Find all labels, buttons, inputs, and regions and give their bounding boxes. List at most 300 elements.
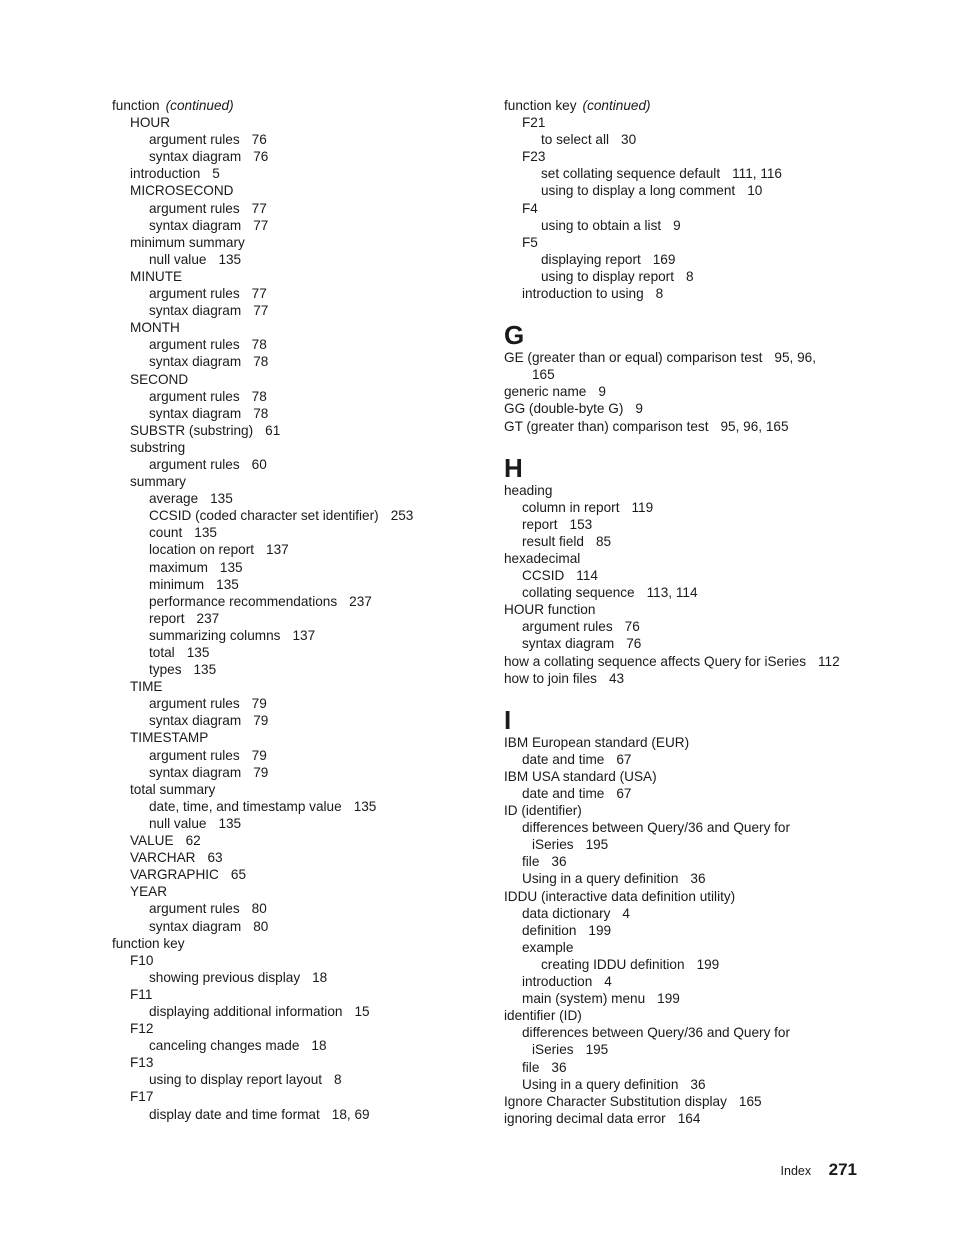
- index-entry: [504, 768, 884, 785]
- entry-term: IBM European standard (EUR): [504, 734, 690, 750]
- index-entry: [112, 986, 482, 1003]
- index-entry: [504, 182, 884, 199]
- page-reference: 79: [251, 696, 267, 712]
- index-entry: [504, 601, 884, 618]
- index-entry: [112, 729, 482, 746]
- page-reference: 9: [635, 401, 643, 417]
- entry-term: differences between Query/36 and Query for: [522, 820, 791, 836]
- entry-term: argument rules: [149, 132, 240, 148]
- index-entry: [504, 366, 884, 383]
- index-entry: [112, 97, 482, 114]
- index-entry: [504, 1110, 884, 1127]
- entry-term: syntax diagram: [149, 713, 242, 729]
- entry-term: SUBSTR (substring): [130, 422, 254, 438]
- page-reference: 135: [210, 491, 233, 507]
- page-reference: 15: [354, 1003, 370, 1019]
- entry-term: TIMESTAMP: [130, 730, 209, 746]
- page-reference: 237: [196, 610, 220, 626]
- page-reference: 4: [604, 974, 612, 990]
- index-entry: [112, 1106, 482, 1123]
- entry-term: syntax diagram: [149, 918, 242, 934]
- page-reference: 79: [253, 713, 269, 729]
- entry-term: displaying additional information: [149, 1003, 343, 1019]
- entry-term: syntax diagram: [149, 354, 242, 370]
- index-entry: [112, 747, 482, 764]
- entry-term: F23: [522, 149, 546, 165]
- entry-term: function key: [504, 98, 577, 113]
- index-entry: [504, 285, 884, 302]
- entry-term: display date and time format: [149, 1106, 320, 1122]
- page-reference: 10: [747, 183, 763, 199]
- entry-term: iSeries: [532, 1042, 574, 1058]
- entry-term: total summary: [130, 781, 216, 797]
- page-reference: 9: [673, 217, 681, 233]
- entry-term: syntax diagram: [149, 217, 242, 233]
- page-reference: 135: [353, 798, 377, 814]
- entry-term: VALUE: [130, 833, 174, 849]
- entry-term: count: [149, 525, 183, 541]
- page-reference: 18: [311, 1038, 327, 1054]
- entry-term: null value: [149, 251, 207, 267]
- page-reference: 135: [216, 576, 239, 592]
- page-reference: 8: [334, 1072, 342, 1088]
- entry-term: total: [149, 645, 175, 660]
- index-entry: [112, 200, 482, 217]
- entry-term: IDDU (interactive data definition utility): [504, 888, 736, 904]
- index-entry: [504, 922, 884, 939]
- entry-term: ignoring decimal data error: [504, 1110, 666, 1126]
- entry-term: argument rules: [522, 619, 613, 635]
- entry-term: argument rules: [149, 747, 240, 763]
- page-reference: 135: [186, 645, 210, 660]
- page-reference: 195: [585, 1042, 609, 1058]
- index-entry: [112, 302, 482, 319]
- page-reference: 18, 69: [331, 1106, 370, 1122]
- entry-term: argument rules: [149, 456, 240, 472]
- index-entry: [112, 268, 482, 285]
- index-entry: [504, 1024, 884, 1041]
- entry-term: average: [149, 491, 199, 507]
- entry-term: hexadecimal: [504, 550, 581, 566]
- entry-term: IBM USA standard (USA): [504, 768, 657, 784]
- index-entry: [112, 678, 482, 695]
- entry-term: summary: [130, 474, 186, 490]
- index-entry: [112, 1088, 482, 1105]
- page-reference: 119: [631, 499, 654, 515]
- entry-term: argument rules: [149, 337, 240, 353]
- entry-term: introduction to using: [522, 286, 644, 302]
- page-reference: 80: [251, 901, 267, 917]
- index-entry: [112, 405, 482, 422]
- entry-term: date, time, and timestamp value: [149, 798, 342, 814]
- index-entry: [504, 888, 884, 905]
- index-entry: [112, 781, 482, 798]
- index-entry: [504, 482, 884, 499]
- entry-term: minimum: [149, 576, 205, 592]
- index-entry: [112, 148, 482, 165]
- index-entry: [112, 251, 482, 268]
- entry-term: 165: [532, 367, 555, 383]
- index-entry: [112, 131, 482, 148]
- index-entry: [504, 1093, 884, 1110]
- page-reference: 199: [657, 991, 680, 1007]
- entry-term: argument rules: [149, 388, 240, 404]
- index-entry: [504, 349, 884, 366]
- entry-term: types: [149, 662, 182, 678]
- index-entry: [112, 217, 482, 234]
- page-reference: 135: [219, 559, 243, 575]
- index-entry: [504, 1007, 884, 1024]
- entry-term: syntax diagram: [522, 636, 615, 652]
- index-column-left: [112, 97, 482, 1123]
- page-reference: 135: [218, 251, 242, 267]
- index-entry: [504, 131, 884, 148]
- page-reference: 253: [390, 508, 414, 524]
- entry-term: function: [112, 98, 160, 113]
- index-entry: [112, 627, 482, 644]
- index-entry: [504, 499, 884, 516]
- page-number: 271: [828, 1160, 857, 1179]
- section-letter-heading: I: [504, 704, 512, 735]
- index-entry: [112, 336, 482, 353]
- index-entry: [112, 507, 482, 524]
- index-entry: [504, 973, 884, 990]
- entry-term: date and time: [522, 751, 605, 767]
- page-reference: 5: [212, 166, 220, 182]
- index-entry: [504, 533, 884, 550]
- index-entry: [112, 918, 482, 935]
- entry-term: CCSID (coded character set identifier): [149, 508, 379, 524]
- page-reference: 78: [253, 354, 269, 370]
- index-entry: [112, 900, 482, 917]
- page-reference: 78: [251, 337, 267, 353]
- entry-term: substring: [130, 439, 186, 455]
- index-entry: [112, 1020, 482, 1037]
- page-reference: 80: [253, 918, 269, 934]
- page-reference: 36: [551, 1059, 567, 1075]
- page-reference: 169: [652, 251, 676, 267]
- entry-term: main (system) menu: [522, 991, 646, 1007]
- index-column-right: [504, 97, 884, 1127]
- entry-term: CCSID: [522, 568, 565, 584]
- index-entry: [504, 383, 884, 400]
- entry-term: F21: [522, 115, 546, 131]
- page-reference: 36: [690, 1076, 706, 1092]
- index-entry: [504, 990, 884, 1007]
- entry-term: function key: [112, 935, 185, 951]
- entry-term: canceling changes made: [149, 1038, 300, 1054]
- index-entry: [112, 969, 482, 986]
- page-reference: 135: [193, 662, 217, 678]
- index-entry: [504, 853, 884, 870]
- index-entry: [112, 319, 482, 336]
- continued-label: (continued): [165, 98, 234, 113]
- index-entry: [112, 952, 482, 969]
- index-entry: [504, 400, 884, 417]
- index-entry: [112, 815, 482, 832]
- entry-term: displaying report: [541, 251, 641, 267]
- page-reference: 65: [230, 867, 247, 883]
- index-entry: [504, 618, 884, 635]
- entry-term: syntax diagram: [149, 149, 242, 165]
- index-entry: [112, 712, 482, 729]
- page-reference: 153: [569, 516, 593, 532]
- entry-term: syntax diagram: [149, 405, 242, 421]
- index-entry: [112, 644, 482, 661]
- page-footer: [781, 1160, 857, 1180]
- entry-term: GT (greater than) comparison test: [504, 418, 709, 434]
- index-entry: [504, 635, 884, 652]
- entry-term: differences between Query/36 and Query for: [522, 1025, 791, 1041]
- index-entry: [112, 524, 482, 541]
- continued-label: (continued): [582, 98, 651, 113]
- entry-term: generic name: [504, 384, 587, 400]
- index-entry: [504, 785, 884, 802]
- entry-term: how to join files: [504, 670, 597, 686]
- index-entry: [112, 541, 482, 558]
- entry-term: identifier (ID): [504, 1008, 582, 1024]
- entry-term: argument rules: [149, 901, 240, 917]
- entry-term: definition: [522, 922, 577, 938]
- page-reference: 137: [266, 542, 289, 558]
- index-entry: [112, 935, 482, 952]
- entry-term: syntax diagram: [149, 764, 242, 780]
- index-entry: [112, 422, 482, 439]
- entry-term: using to display report layout: [149, 1072, 323, 1088]
- entry-term: column in report: [522, 499, 620, 515]
- index-entry: [504, 734, 884, 751]
- index-entry: [504, 251, 884, 268]
- page-reference: 111, 116: [732, 166, 782, 182]
- page-reference: 164: [677, 1110, 701, 1126]
- index-entry: [112, 593, 482, 610]
- index-entry: [504, 148, 884, 165]
- page-reference: 77: [253, 303, 269, 319]
- page-reference: 60: [251, 456, 267, 472]
- page-reference: 77: [251, 286, 267, 302]
- entry-term: data dictionary: [522, 905, 611, 921]
- index-entry: [112, 832, 482, 849]
- entry-term: creating IDDU definition: [541, 956, 685, 972]
- entry-term: set collating sequence default: [541, 166, 721, 182]
- page-reference: 95, 96,: [774, 350, 816, 366]
- entry-term: GG (double-byte G): [504, 401, 624, 417]
- entry-term: using to obtain a list: [541, 217, 662, 233]
- page-reference: 4: [622, 905, 630, 921]
- index-entry: [112, 1003, 482, 1020]
- index-entry: [112, 849, 482, 866]
- index-entry: [112, 490, 482, 507]
- page-reference: 165: [738, 1093, 762, 1109]
- page-reference: 9: [598, 384, 606, 400]
- index-entry: [112, 1037, 482, 1054]
- entry-term: syntax diagram: [149, 303, 242, 319]
- entry-term: F5: [522, 234, 538, 250]
- section-letter-heading: H: [504, 452, 523, 483]
- index-entry: [112, 764, 482, 781]
- index-entry: [504, 200, 884, 217]
- index-entry: [504, 1041, 884, 1058]
- entry-term: ID (identifier): [504, 803, 582, 819]
- page-reference: 137: [292, 627, 316, 643]
- entry-term: F4: [522, 200, 538, 216]
- page-reference: 43: [608, 670, 625, 686]
- entry-term: using to display a long comment: [541, 183, 736, 199]
- index-entry: [504, 1076, 884, 1093]
- page-reference: 199: [588, 922, 612, 938]
- entry-term: MONTH: [130, 320, 180, 336]
- index-entry: [504, 802, 884, 819]
- page-reference: 77: [253, 217, 269, 233]
- index-entry: [504, 584, 884, 601]
- index-entry: [504, 653, 884, 670]
- entry-term: performance recommendations: [149, 593, 338, 609]
- index-entry: [112, 883, 482, 900]
- page-reference: 30: [621, 132, 637, 148]
- entry-term: GE (greater than or equal) comparison test: [504, 350, 763, 366]
- page-reference: 78: [253, 405, 269, 421]
- entry-term: iSeries: [532, 837, 574, 853]
- entry-term: F17: [130, 1089, 154, 1105]
- index-entry: [504, 670, 884, 687]
- page-reference: 8: [686, 268, 694, 284]
- entry-term: HOUR function: [504, 602, 596, 618]
- index-entry: [112, 371, 482, 388]
- index-entry: [112, 285, 482, 302]
- page-reference: 67: [616, 751, 632, 767]
- index-entry: [112, 165, 482, 182]
- entry-term: how a collating sequence affects Query for iSeries: [504, 653, 806, 669]
- page-reference: 79: [253, 764, 269, 780]
- index-entry: [504, 1059, 884, 1076]
- index-entry: [112, 576, 482, 593]
- entry-term: SECOND: [130, 371, 189, 387]
- entry-term: date and time: [522, 786, 605, 801]
- page-reference: 76: [626, 636, 642, 652]
- index-entry: [504, 234, 884, 251]
- index-entry: [112, 695, 482, 712]
- entry-term: HOUR: [130, 115, 171, 131]
- index-entry: [504, 836, 884, 853]
- entry-term: VARCHAR: [130, 850, 196, 866]
- entry-term: F12: [130, 1021, 154, 1037]
- entry-term: F10: [130, 952, 154, 968]
- entry-term: null value: [149, 815, 207, 831]
- index-entry: [504, 516, 884, 533]
- page-reference: 18: [312, 969, 328, 985]
- index-entry: [504, 97, 884, 114]
- page-reference: 76: [624, 619, 640, 635]
- entry-term: YEAR: [130, 884, 168, 900]
- entry-term: report: [149, 610, 185, 626]
- index-entry: [112, 388, 482, 405]
- index-entry: [504, 114, 884, 131]
- index-entry: [112, 798, 482, 815]
- index-entry: [504, 567, 884, 584]
- page-reference: 62: [185, 833, 201, 849]
- index-entry: [504, 939, 884, 956]
- index-entry: [112, 1071, 482, 1088]
- page-reference: 36: [551, 854, 567, 870]
- index-entry: [504, 268, 884, 285]
- page-reference: 112: [818, 653, 840, 669]
- index-entry: [504, 956, 884, 973]
- page-reference: 85: [595, 533, 612, 549]
- index-entry: [112, 1054, 482, 1071]
- entry-term: argument rules: [149, 696, 240, 712]
- entry-term: Ignore Character Substitution display: [504, 1093, 727, 1109]
- index-entry: [112, 866, 482, 883]
- page-reference: 77: [251, 200, 267, 216]
- index-entry: [504, 819, 884, 836]
- entry-term: introduction: [522, 974, 593, 990]
- index-entry: [112, 661, 482, 678]
- page-reference: 199: [696, 956, 720, 972]
- page-reference: 135: [218, 815, 242, 831]
- entry-term: showing previous display: [149, 969, 301, 985]
- section-letter-heading: G: [504, 320, 525, 351]
- entry-term: file: [522, 1059, 540, 1075]
- page-reference: 76: [253, 149, 269, 165]
- entry-term: F11: [130, 986, 153, 1002]
- entry-term: Using in a query definition: [522, 871, 679, 887]
- entry-term: file: [522, 854, 540, 870]
- index-entry: [504, 751, 884, 768]
- index-entry: [112, 234, 482, 251]
- index-entry: [112, 353, 482, 370]
- entry-term: maximum: [149, 559, 208, 575]
- page-reference: 79: [251, 747, 267, 763]
- page-reference: 195: [585, 837, 609, 853]
- page-reference: 36: [690, 871, 706, 887]
- page-reference: 67: [616, 786, 632, 801]
- index-entry: [504, 165, 884, 182]
- index-entry: [112, 559, 482, 576]
- entry-term: TIME: [130, 679, 163, 695]
- entry-term: using to display report: [541, 268, 674, 284]
- index-entry: [504, 418, 884, 435]
- entry-term: example: [522, 939, 574, 955]
- entry-term: argument rules: [149, 200, 240, 216]
- entry-term: to select all: [541, 132, 610, 148]
- index-entry: [112, 456, 482, 473]
- entry-term: heading: [504, 482, 553, 498]
- page-reference: 63: [207, 850, 223, 866]
- page-reference: 113, 114: [646, 585, 698, 601]
- entry-term: location on report: [149, 542, 255, 558]
- page-reference: 76: [251, 132, 267, 148]
- page-reference: 135: [194, 525, 217, 541]
- index-entry: [504, 905, 884, 922]
- page-reference: 8: [655, 286, 664, 302]
- page-reference: 237: [349, 593, 372, 609]
- entry-term: minimum summary: [130, 234, 245, 250]
- index-entry: [112, 610, 482, 627]
- index-entry: [112, 439, 482, 456]
- entry-term: summarizing columns: [149, 627, 281, 643]
- index-entry: [504, 217, 884, 234]
- index-entry: [504, 870, 884, 887]
- index-entry: [112, 182, 482, 199]
- entry-term: result field: [522, 533, 584, 549]
- entry-term: MICROSECOND: [130, 183, 234, 199]
- page-reference: 114: [576, 568, 598, 584]
- index-entry: [504, 550, 884, 567]
- entry-term: MINUTE: [130, 268, 183, 284]
- index-entry: [112, 114, 482, 131]
- entry-term: Using in a query definition: [522, 1076, 679, 1092]
- entry-term: report: [522, 516, 558, 532]
